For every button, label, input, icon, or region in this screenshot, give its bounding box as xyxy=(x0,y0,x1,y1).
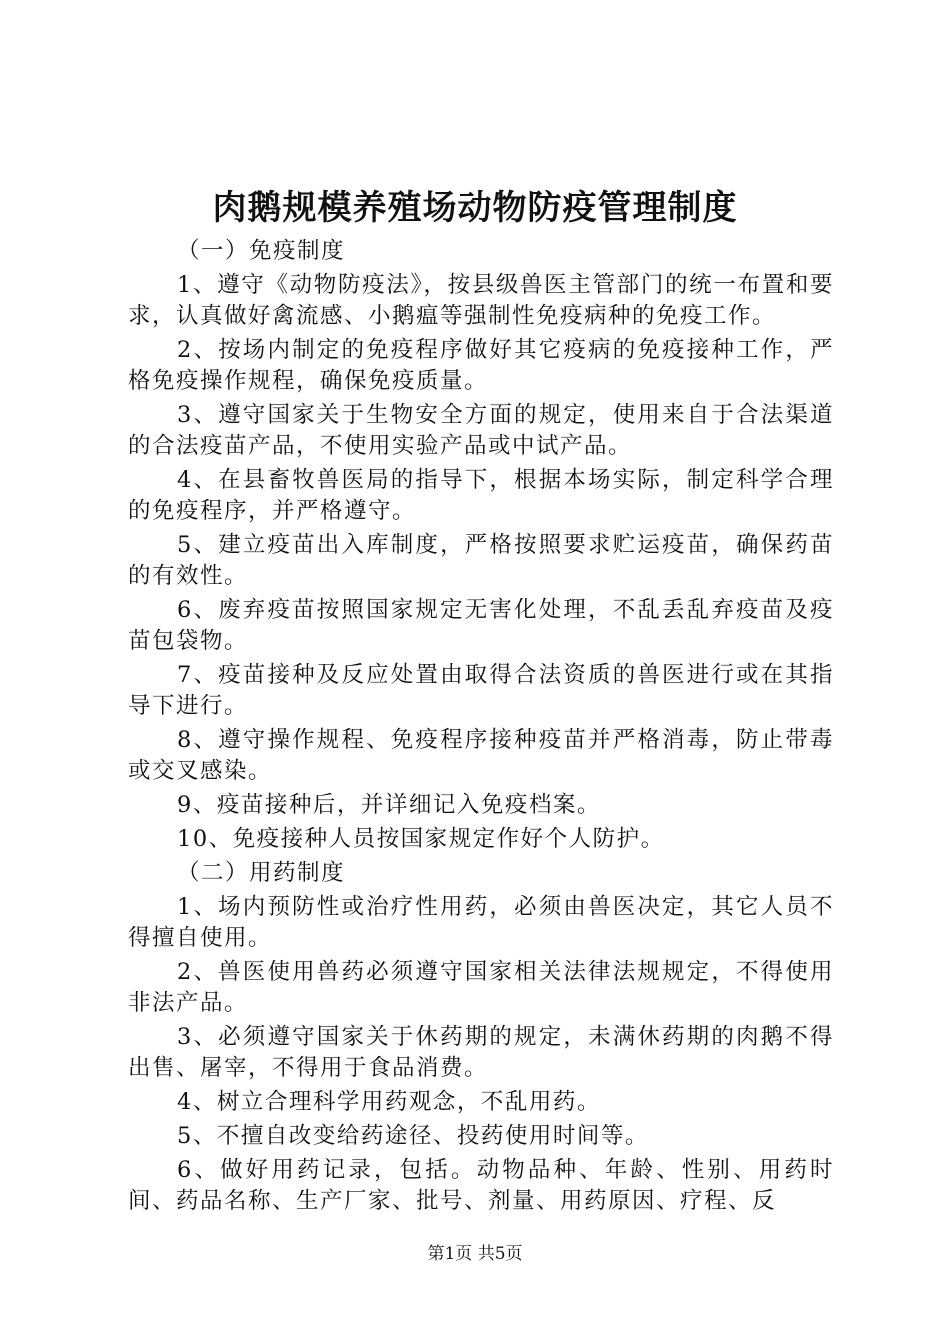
document-body xyxy=(128,236,834,1220)
paragraph: 5、不擅自改变给药途径、投药使用时间等。 xyxy=(177,1123,649,1149)
paragraph: 2、兽医使用兽药必须遵守国家相关法律法规规定，不得使用非法产品。 xyxy=(128,959,834,1016)
paragraph: 8、遵守操作规程、免疫程序接种疫苗并严格消毒，防止带毒或交叉感染。 xyxy=(128,727,834,784)
paragraph: 6、做好用药记录，包括。动物品种、年龄、性别、用药时间、药品名称、生产厂家、批号、剂量、用药原因、疗程、反 xyxy=(128,1157,834,1214)
paragraph: 4、树立合理科学用药观念，不乱用药。 xyxy=(177,1089,601,1115)
paragraph: 1、遵守《动物防疫法》，按县级兽医主管部门的统一布置和要求，认真做好禽流感、小鹅瘟等强制性免疫病种的免疫工作。 xyxy=(128,272,834,329)
page-number-footer: 第1页 共5页 xyxy=(427,1244,523,1264)
paragraph: 5、建立疫苗出入库制度，严格按照要求贮运疫苗，确保药苗的有效性。 xyxy=(128,532,834,589)
paragraph: 3、遵守国家关于生物安全方面的规定，使用来自于合法渠道的合法疫苗产品，不使用实验产品或中试产品。 xyxy=(128,402,834,459)
paragraph: 3、必须遵守国家关于休药期的规定，未满休药期的肉鹅不得出售、屠宰，不得用于食品消费。 xyxy=(128,1024,834,1081)
paragraph: 4、在县畜牧兽医局的指导下，根据本场实际，制定科学合理的免疫程序，并严格遵守。 xyxy=(128,467,834,524)
section-heading-medication: （二）用药制度 xyxy=(177,860,346,886)
paragraph: 2、按场内制定的免疫程序做好其它疫病的免疫接种工作，严格免疫操作规程，确保免疫质量。 xyxy=(128,337,834,394)
paragraph: 10、免疫接种人员按国家规定作好个人防护。 xyxy=(177,826,665,852)
paragraph: 9、疫苗接种后，并详细记入免疫档案。 xyxy=(177,792,601,818)
paragraph: 7、疫苗接种及反应处置由取得合法资质的兽医进行或在其指导下进行。 xyxy=(128,662,834,719)
document-title: 肉鹅规模养殖场动物防疫管理制度 xyxy=(212,188,738,228)
section-heading-immunization: （一）免疫制度 xyxy=(177,238,346,264)
paragraph: 6、废弃疫苗按照国家规定无害化处理，不乱丢乱弃疫苗及疫苗包袋物。 xyxy=(128,597,834,654)
paragraph: 1、场内预防性或治疗性用药，必须由兽医决定，其它人员不得擅自使用。 xyxy=(128,894,834,951)
